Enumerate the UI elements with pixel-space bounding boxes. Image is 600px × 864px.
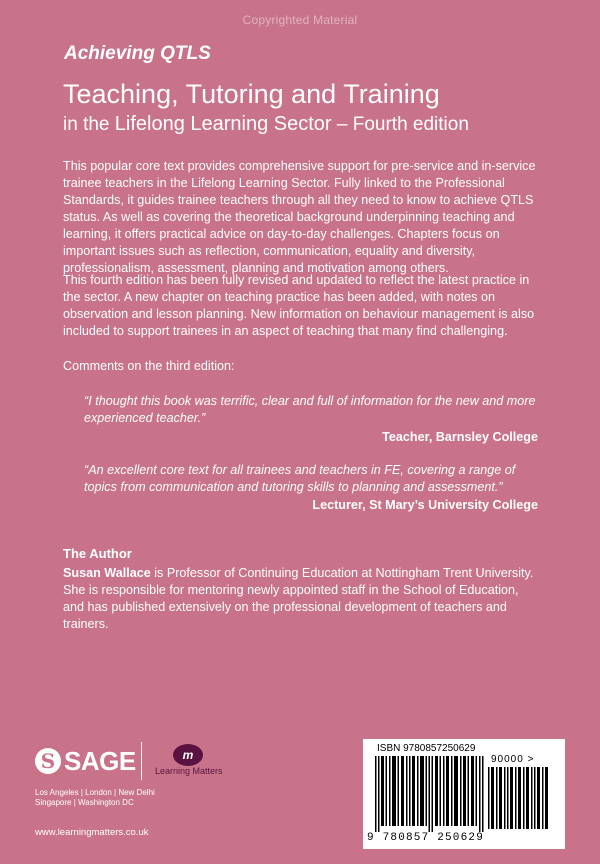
book-subtitle: [63, 113, 469, 136]
author-bio-text: is Professor of Continuing Education at Nottingham Trent University. She is responsible for mentoring newly appointed staff in the School of Education, and has published extensively on the professional development of teachers and trainers.: [63, 566, 534, 631]
ean-barcode-bars: [375, 756, 485, 832]
review-quote: “An excellent core text for all trainees and teachers in FE, covering a range of topics from communication and tutoring skills to planning and assessment.”: [84, 463, 516, 494]
author-name: Susan Wallace: [63, 566, 151, 580]
subtitle-sector: Lifelong Learning Sector: [114, 113, 332, 135]
author-heading: The Author: [63, 546, 132, 561]
comments-heading: Comments on the third edition:: [63, 359, 235, 373]
review-quote: “I thought this book was terrific, clear and full of information for the new and more experienced teacher.”: [84, 394, 536, 425]
learning-matters-text: Learning Matters: [155, 766, 223, 776]
learning-matters-logo: [155, 744, 235, 780]
subtitle-prefix: in the: [63, 114, 115, 135]
series-title: Achieving QTLS: [64, 43, 211, 64]
cities-line: Los Angeles | London | New Delhi: [35, 788, 155, 797]
author-bio: [63, 565, 541, 633]
book-title: Teaching, Tutoring and Training: [63, 79, 440, 109]
isbn-digits: 9 780857 250629: [367, 832, 485, 844]
cities-line: Singapore | Washington DC: [35, 798, 134, 807]
subtitle-edition: – Fourth edition: [331, 114, 469, 135]
copyright-watermark: Copyrighted Material: [242, 13, 358, 27]
publisher-website: www.learningmatters.co.uk: [35, 827, 149, 838]
sage-logo: [35, 746, 136, 776]
isbn-label: ISBN 9780857250629: [377, 743, 476, 754]
publisher-cities: [35, 788, 155, 808]
description-paragraph: This popular core text provides comprehensive support for pre-service and in-service trainee teachers in the Lifelong Learning Sector. Fully linked to the Professional Standards, it guides trainee teachers through all they need to know to achieve QTLS status. As well as covering the theoretical background underpinning teaching and learning, it offers practical advice on day-to-day challenges. Chapters focus on important issues such as reflection, communication, equality and diversity, professionalism, assessment, planning and motivation among others.: [63, 159, 536, 275]
sage-logo-text: SAGE: [64, 745, 136, 776]
logo-divider: [141, 742, 142, 780]
price-code: 90000 >: [491, 754, 535, 765]
sage-logo-mark: S: [35, 748, 61, 774]
review-source: Lecturer, St Mary’s University College: [312, 498, 538, 512]
addon-barcode-bars: [488, 767, 550, 829]
barcode: [363, 739, 565, 849]
learning-matters-mark: m: [173, 744, 203, 766]
review-source: Teacher, Barnsley College: [382, 430, 538, 444]
edition-paragraph: This fourth edition has been fully revised and updated to reflect the latest practice in the sector. A new chapter on teaching practice has been added, with notes on observation and lesson planning. New information on behaviour management is also included to support trainees in an aspect of teaching that many find challenging.: [63, 273, 535, 338]
